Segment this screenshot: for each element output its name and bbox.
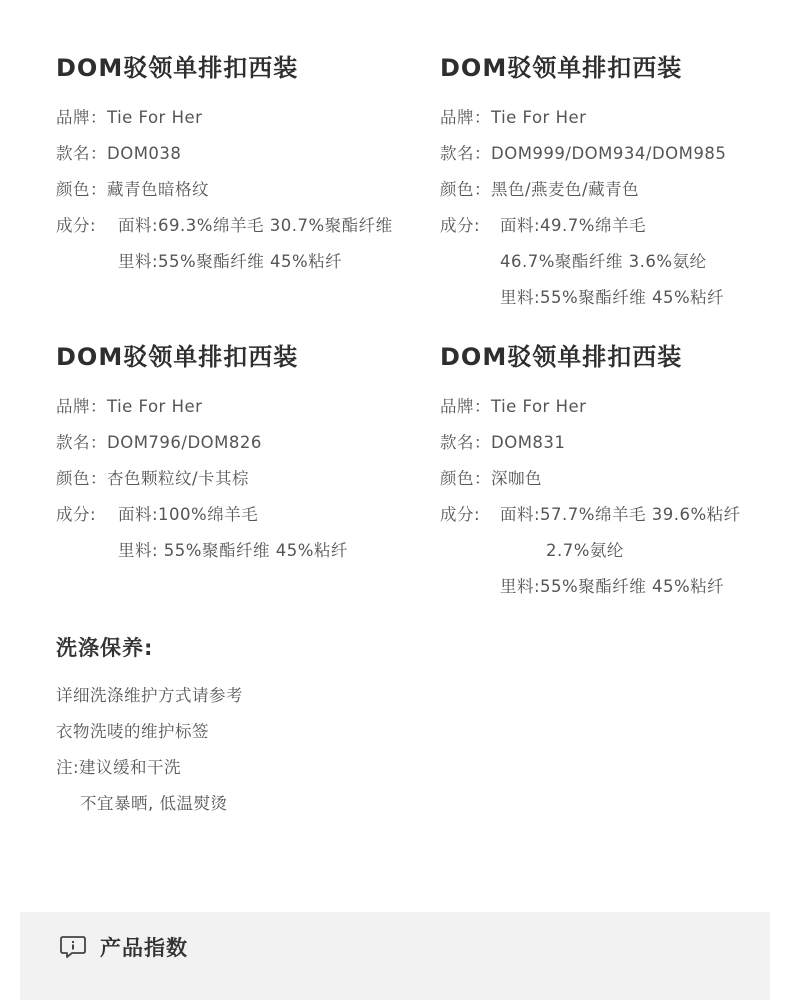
composition-line: 里料: 55%聚酯纤维 45%粘纤 — [118, 541, 348, 560]
composition-row — [56, 497, 416, 569]
composition-label: 成分: — [56, 216, 97, 235]
care-title: 洗涤保养: — [56, 636, 154, 660]
brand-label: 品牌： — [56, 397, 107, 416]
color-row — [56, 461, 416, 497]
care-line: 详细洗涤维护方式请参考 — [56, 686, 243, 705]
color-value: 藏青色暗格纹 — [107, 180, 209, 199]
model-value: DOM038 — [107, 144, 182, 163]
model-value: DOM999/DOM934/DOM985 — [491, 144, 727, 163]
composition-line: 里料:55%聚酯纤维 45%粘纤 — [118, 252, 343, 271]
product-title: DOM驳领单排扣西装 — [56, 343, 299, 371]
care-line: 注:建议缓和干洗 — [56, 758, 182, 777]
color-label: 颜色： — [56, 180, 107, 199]
model-label: 款名： — [56, 433, 107, 452]
model-label: 款名： — [440, 433, 491, 452]
model-row — [440, 136, 790, 172]
composition-label: 成分: — [440, 505, 481, 524]
product-index-panel — [20, 912, 770, 1000]
color-value: 杏色颗粒纹/卡其棕 — [107, 469, 250, 488]
composition-label: 成分: — [440, 216, 481, 235]
care-line: 不宜暴晒, 低温熨烫 — [80, 794, 228, 813]
color-label: 颜色： — [440, 180, 491, 199]
model-row — [440, 425, 790, 461]
composition-row — [440, 497, 790, 605]
model-row — [56, 425, 416, 461]
brand-value: Tie For Her — [491, 108, 587, 127]
product-card-1 — [56, 54, 416, 280]
brand-row — [56, 100, 416, 136]
composition-line: 里料:55%聚酯纤维 45%粘纤 — [500, 288, 725, 307]
brand-row — [440, 389, 790, 425]
brand-label: 品牌： — [56, 108, 107, 127]
brand-row — [56, 389, 416, 425]
product-card-3 — [56, 343, 416, 569]
info-message-icon — [60, 935, 86, 959]
care-line: 衣物洗唛的维护标签 — [56, 722, 209, 741]
brand-value: Tie For Her — [107, 397, 203, 416]
color-row — [56, 172, 416, 208]
care-section — [56, 634, 243, 822]
composition-line: 46.7%聚酯纤维 3.6%氨纶 — [500, 252, 707, 271]
composition-row — [440, 208, 790, 316]
brand-label: 品牌： — [440, 397, 491, 416]
composition-line: 面料:69.3%绵羊毛 30.7%聚酯纤维 — [118, 216, 393, 235]
model-value: DOM796/DOM826 — [107, 433, 262, 452]
product-index-title: 产品指数 — [100, 936, 188, 960]
model-row — [56, 136, 416, 172]
product-title: DOM驳领单排扣西装 — [56, 54, 299, 82]
composition-label: 成分: — [56, 505, 97, 524]
model-value: DOM831 — [491, 433, 566, 452]
brand-value: Tie For Her — [107, 108, 203, 127]
color-label: 颜色： — [56, 469, 107, 488]
color-value: 黑色/燕麦色/藏青色 — [491, 180, 640, 199]
product-title: DOM驳领单排扣西装 — [440, 54, 683, 82]
product-card-2 — [440, 54, 790, 316]
product-title: DOM驳领单排扣西装 — [440, 343, 683, 371]
brand-row — [440, 100, 790, 136]
composition-row — [56, 208, 416, 280]
model-label: 款名： — [440, 144, 491, 163]
color-row — [440, 461, 790, 497]
color-value: 深咖色 — [491, 469, 542, 488]
product-index-header — [60, 932, 188, 962]
color-row — [440, 172, 790, 208]
model-label: 款名： — [56, 144, 107, 163]
brand-label: 品牌： — [440, 108, 491, 127]
composition-line: 2.7%氨纶 — [546, 541, 624, 560]
composition-line: 面料:100%绵羊毛 — [118, 505, 259, 524]
composition-line: 里料:55%聚酯纤维 45%粘纤 — [500, 577, 725, 596]
composition-line: 面料:57.7%绵羊毛 39.6%粘纤 — [500, 505, 741, 524]
brand-value: Tie For Her — [491, 397, 587, 416]
product-card-4 — [440, 343, 790, 605]
composition-line: 面料:49.7%绵羊毛 — [500, 216, 646, 235]
color-label: 颜色： — [440, 469, 491, 488]
